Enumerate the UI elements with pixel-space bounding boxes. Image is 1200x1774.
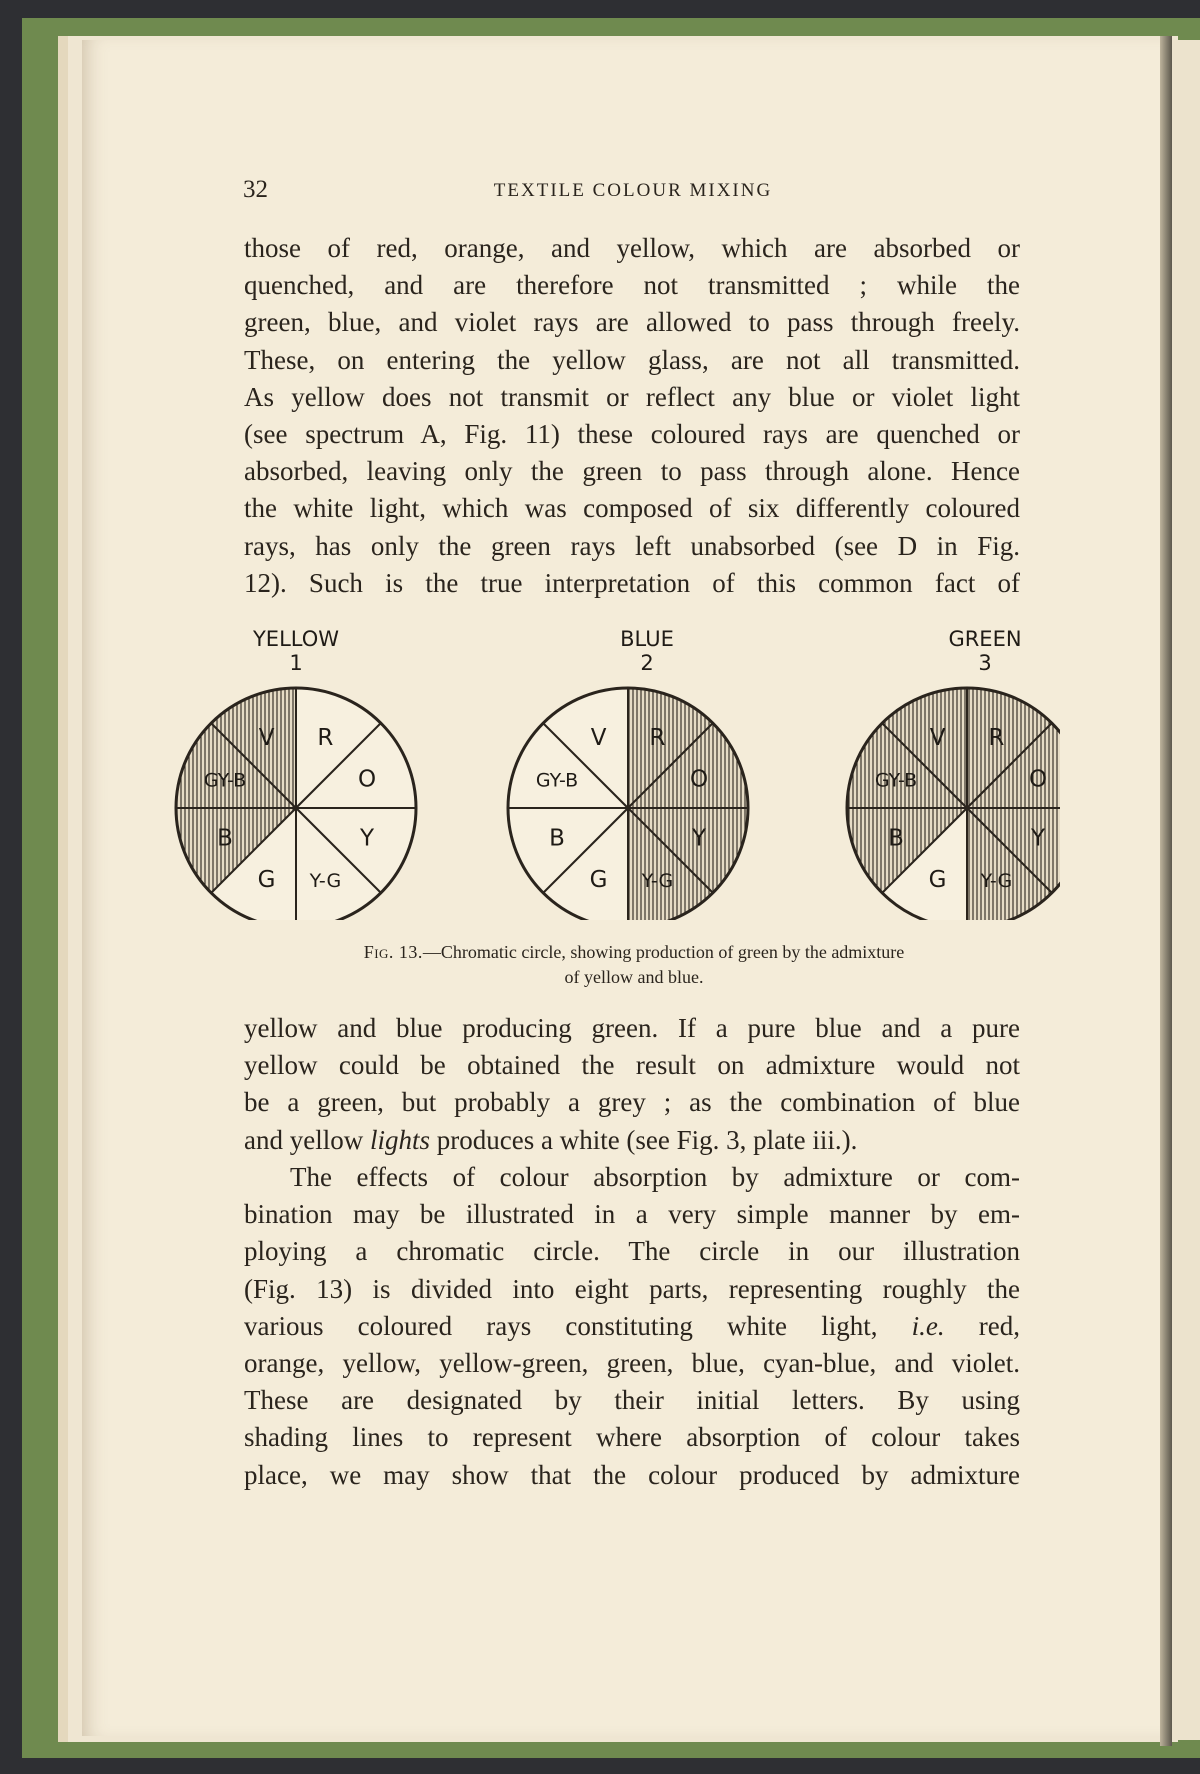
text-line: yellow and blue producing green. If a pure blue and a pure <box>244 1013 1020 1043</box>
chromatic-circles-figure <box>160 620 1060 920</box>
segment-label: GY-B <box>535 769 579 792</box>
segment-label: R <box>649 725 666 751</box>
segment-label: B <box>888 825 904 852</box>
text-line: absorbed, leaving only the green to pass through alone. Hence <box>244 456 1020 487</box>
segment-label: Y <box>359 825 375 852</box>
page-header <box>243 176 1023 210</box>
text-line: (Fig. 13) is divided into eight parts, representing roughly the <box>244 1273 1020 1304</box>
segment-label: Y <box>691 825 707 852</box>
text-run: various coloured rays constituting white light, <box>244 1310 912 1341</box>
text-run: red, <box>944 1310 1020 1341</box>
segment-label: R <box>317 725 334 751</box>
segment-label: G <box>257 867 276 893</box>
text-line: bination may be illustrated in a very simple manner by em- <box>244 1199 1020 1230</box>
emphasis: lights <box>369 1124 430 1155</box>
segment-label: Y-G <box>641 870 674 892</box>
circle-blue <box>508 627 748 920</box>
circle-yellow <box>176 627 416 920</box>
segment-label: V <box>929 725 946 751</box>
segment-label: V <box>590 725 607 751</box>
segment-label: B <box>549 825 565 852</box>
text-line: These are designated by their initial letters. By using <box>244 1385 1020 1416</box>
page-number: 32 <box>243 176 268 203</box>
caption-label: Fig. 13. <box>363 942 423 962</box>
text-line: These, on entering the yellow glass, are not all transmitted. <box>244 344 1020 375</box>
circle-title: YELLOW <box>252 627 340 651</box>
text-line: quenched, and are therefore not transmitted ; while the <box>244 270 1020 301</box>
paragraph-bottom <box>244 1159 1020 1494</box>
segment-label: G <box>928 867 947 893</box>
text-line: yellow could be obtained the result on admixture would not <box>244 1050 1020 1081</box>
circle-number: 3 <box>978 651 992 675</box>
running-title: TEXTILE COLOUR MIXING <box>493 180 773 201</box>
segment-label: R <box>988 725 1005 751</box>
segment-label: GY-B <box>203 769 247 792</box>
circle-green <box>847 627 1060 920</box>
segment-label: O <box>1028 766 1048 793</box>
segment-label: GY-B <box>874 769 918 792</box>
text-run: produces a white (see Fig. 3, plate iii.). <box>430 1124 858 1155</box>
segment-label: O <box>357 766 377 793</box>
text-line: place, we may show that the colour produced by admixture <box>244 1459 1020 1490</box>
caption-line <box>244 940 1024 965</box>
segment-label: O <box>689 766 709 793</box>
text-line <box>244 1122 1020 1159</box>
segment-label: B <box>217 825 233 852</box>
text-line: the white light, which was composed of six differently coloured <box>244 493 1020 524</box>
text-line: The effects of colour absorption by admixture or com- <box>290 1162 1020 1192</box>
text-line: As yellow does not transmit or reflect any blue or violet light <box>244 381 1020 412</box>
circle-number: 2 <box>640 651 654 675</box>
circle-title: GREEN <box>948 627 1022 651</box>
segment-label: Y-G <box>980 870 1013 892</box>
text-line: orange, yellow, yellow-green, green, blue, cyan-blue, and violet. <box>244 1348 1020 1379</box>
circle-title: BLUE <box>620 627 674 651</box>
segment-label: G <box>589 867 608 893</box>
segment-label: Y-G <box>309 870 342 892</box>
segment-label: Y <box>1030 825 1046 852</box>
segment-label: V <box>258 725 275 751</box>
facing-page-edge <box>1172 40 1200 1740</box>
caption-line: of yellow and blue. <box>564 967 704 987</box>
text-line: shading lines to represent where absorption of colour takes <box>244 1422 1020 1453</box>
paragraph-middle <box>244 1010 1020 1159</box>
text-line: green, blue, and violet rays are allowed to pass through freely. <box>244 307 1020 338</box>
book-gutter <box>1160 36 1172 1746</box>
caption-text: —Chromatic circle, showing production of green by the admixture <box>422 942 905 962</box>
text-line: (see spectrum A, Fig. 11) these coloured rays are quenched or <box>244 419 1020 450</box>
text-line: ploying a chromatic circle. The circle in our illustration <box>244 1236 1020 1267</box>
text-line <box>244 1308 1020 1345</box>
paragraph-top <box>244 230 1020 602</box>
text-line: those of red, orange, and yellow, which are absorbed or <box>244 233 1020 263</box>
text-line: rays, has only the green rays left unabsorbed (see D in Fig. <box>244 530 1020 561</box>
text-run: and yellow <box>244 1124 370 1155</box>
text-line: be a green, but probably a grey ; as the combination of blue <box>244 1087 1020 1118</box>
text-line: 12). Such is the true interpretation of this common fact of <box>244 567 1020 598</box>
circle-number: 1 <box>289 651 303 675</box>
emphasis: i.e. <box>911 1310 945 1341</box>
figure-caption <box>244 940 1024 990</box>
